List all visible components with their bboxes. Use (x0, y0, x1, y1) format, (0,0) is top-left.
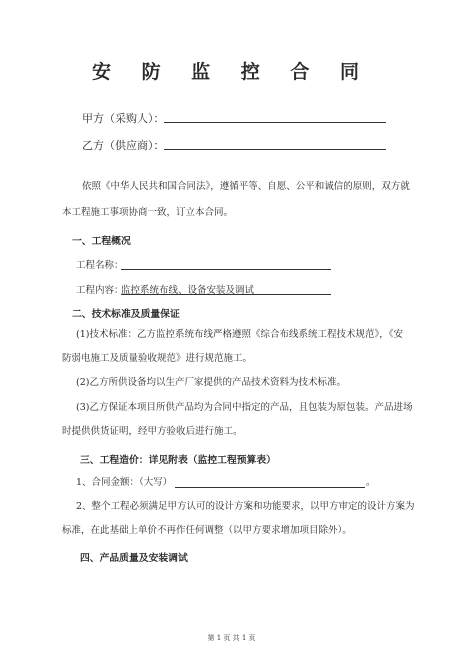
project-name-label: 工程名称： (76, 260, 124, 271)
section-2-p2: (2)乙方所供设备均以生产厂家提供的产品技术资料为技术标准。 (76, 377, 346, 388)
section-2-p1-line-2: 防弱电施工及质量验收规范》进行规范施工。 (62, 353, 253, 364)
party-b-blank-line (164, 149, 386, 150)
section-4-heading: 四、产品质量及安装调试 (80, 553, 188, 564)
contract-amount-label: 1、合同金额：（大写） (76, 477, 173, 488)
party-a-label: 甲方（采购人）： (82, 112, 165, 125)
party-b-label: 乙方（供应商）： (82, 139, 165, 152)
section-2-p3-line-2: 时提供供货证明，经甲方验收后进行施工。 (62, 426, 243, 437)
intro-line-1: 依照《中华人民共和国合同法》，遵循平等、自愿、公平和诚信的原则，双方就 (82, 181, 410, 192)
section-2-heading: 二、技术标准及质量保证 (72, 309, 180, 320)
project-name-blank-line (121, 269, 331, 270)
contract-amount-period: 。 (366, 477, 376, 488)
project-content-label: 工程内容： (76, 285, 124, 296)
section-3-heading: 三、工程造价：详见附表（监控工程预算表） (80, 455, 276, 466)
document-title: 安 防 监 控 合 同 (91, 61, 372, 83)
contract-amount-blank-line (175, 487, 365, 488)
party-a-blank-line (164, 122, 386, 123)
intro-line-2: 本工程施工事项协商一致，订立本合同。 (62, 207, 234, 218)
section-2-p3-line-1: (3)乙方保证本项目所供产品均为合同中指定的产品，且包装为原包装。产品进场 (76, 402, 413, 413)
page-footer: 第 1 页 共 1 页 (207, 634, 256, 642)
project-content-underline (121, 294, 331, 295)
section-1-heading: 一、工程概况 (72, 236, 131, 247)
project-content-value: 监控系统布线、设备安装及调试 (121, 285, 255, 296)
section-3-item-2-line-1: 2、整个工程必须满足甲方认可的设计方案和功能要求，以甲方审定的设计方案为 (76, 501, 415, 512)
section-3-item-2-line-2: 标准，在此基础上单价不再作任何调整（以甲方要求增加项目除外）。 (62, 525, 352, 536)
section-2-p1-line-1: (1)技术标准：乙方监控系统布线严格遵照《综合布线系统工程技术规范》，《安 (76, 329, 403, 340)
